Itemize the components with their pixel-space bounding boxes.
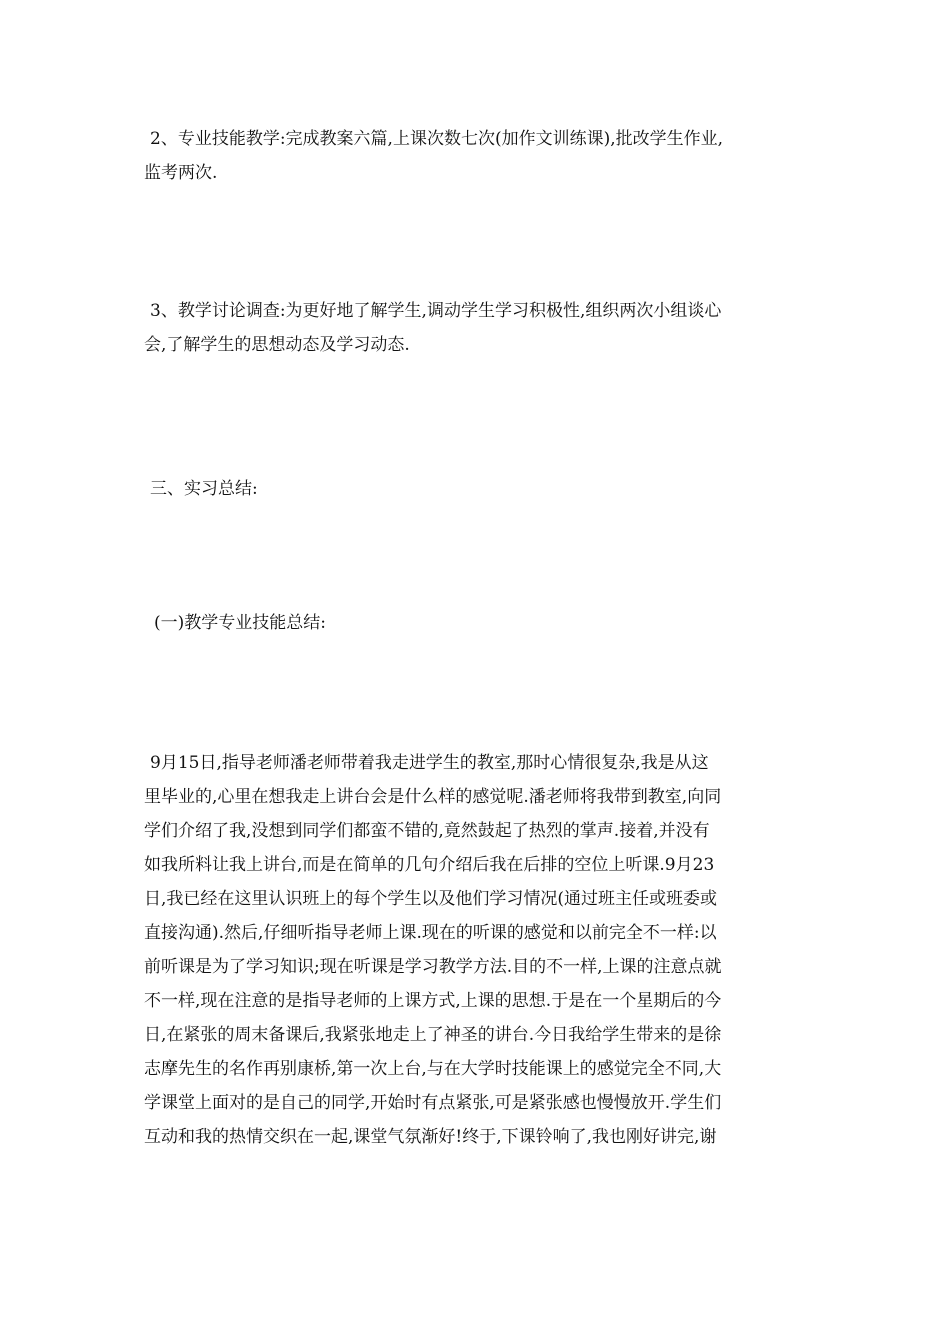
body-paragraph [144,746,812,1154]
body-line: 直接沟通).然后,仔细听指导老师上课.现在的听课的感觉和以前完全不一样:以 [144,923,717,943]
body-line: 不一样,现在注意的是指导老师的上课方式,上课的思想.于是在一个星期后的今 [144,991,722,1011]
body-line: 9月15日,指导老师潘老师带着我走进学生的教室,那时心情很复杂,我是从这 [150,753,709,773]
body-line: 日,在紧张的周末备课后,我紧张地走上了神圣的讲台.今日我给学生带来的是徐 [144,1025,722,1045]
body-line: 前听课是为了学习知识;现在听课是学习教学方法.目的不一样,上课的注意点就 [144,957,722,977]
body-line: 如我所料让我上讲台,而是在简单的几句介绍后我在后排的空位上听课.9月23 [144,855,715,875]
body-line: 学们介绍了我,没想到同学们都蛮不错的,竟然鼓起了热烈的掌声.接着,并没有 [144,821,710,841]
item-2-line-2: 监考两次. [144,163,218,183]
body-line: 学课堂上面对的是自己的同学,开始时有点紧张,可是紧张感也慢慢放开.学生们 [144,1093,722,1113]
section-3-heading-text: 三、实习总结: [150,479,258,499]
subsection-1-heading [144,606,812,640]
item-3-line-1: 3、教学讨论调查:为更好地了解学生,调动学生学习积极性,组织两次小组谈心 [150,301,722,321]
item-3-paragraph [144,294,812,362]
body-line: 志摩先生的名作再别康桥,第一次上台,与在大学时技能课上的感觉完全不同,大 [144,1059,722,1079]
subsection-1-heading-text: (一)教学专业技能总结: [154,613,326,633]
body-line: 里毕业的,心里在想我走上讲台会是什么样的感觉呢.潘老师将我带到教室,向同 [144,787,722,807]
item-2-paragraph [144,122,812,190]
item-3-line-2: 会,了解学生的思想动态及学习动态. [144,335,410,355]
body-line: 日,我已经在这里认识班上的每个学生以及他们学习情况(通过班主任或班委或 [144,889,718,909]
item-2-line-1: 2、专业技能教学:完成教案六篇,上课次数七次(加作文训练课),批改学生作业, [150,129,724,149]
body-line: 互动和我的热情交织在一起,课堂气氛渐好!终于,下课铃响了,我也刚好讲完,谢 [144,1127,717,1147]
section-3-heading [144,472,812,506]
